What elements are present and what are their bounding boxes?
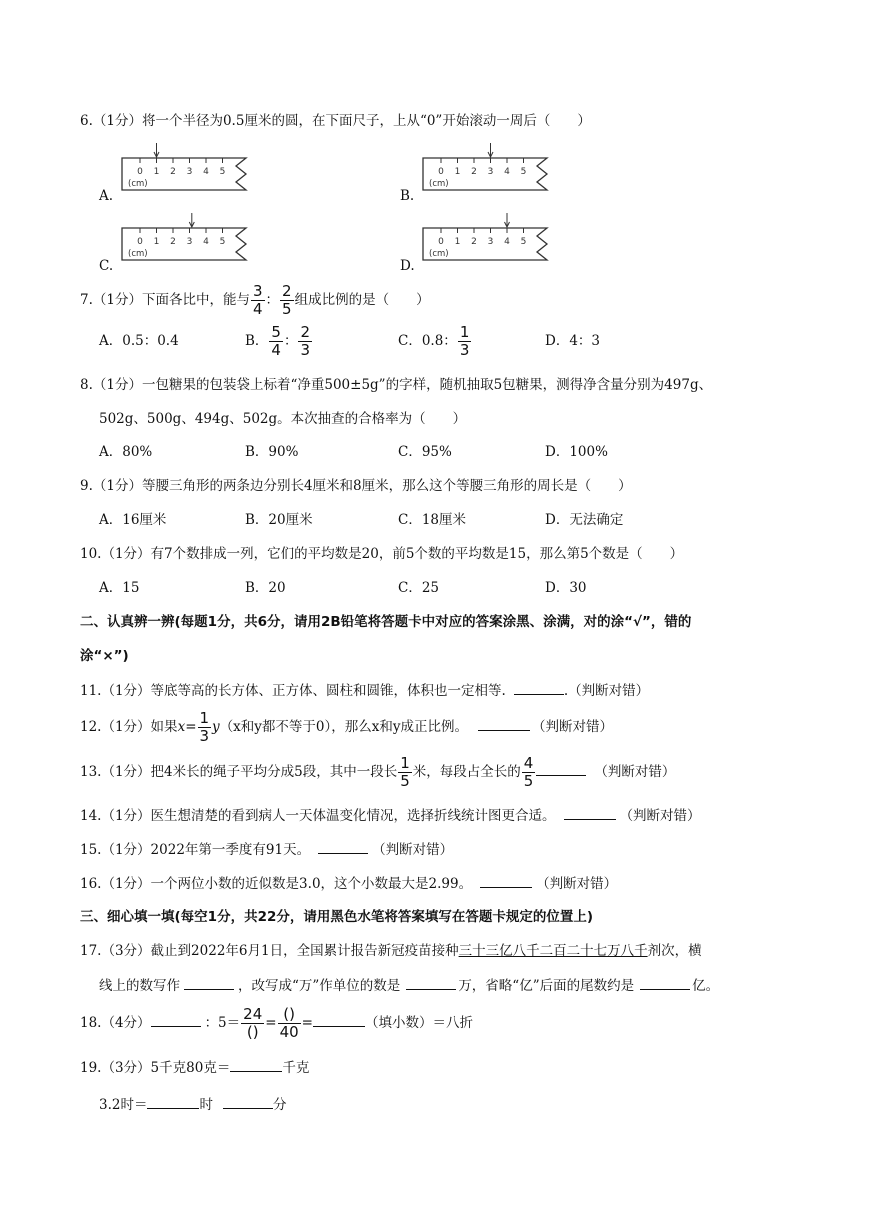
ruler-unit-label: (cm) (429, 179, 449, 189)
ruler-tick-label: 4 (203, 167, 209, 177)
ruler-arrow-marker (189, 213, 194, 227)
q7-optc-frac (458, 325, 472, 358)
ruler-tick-label: 5 (219, 237, 226, 247)
ruler-graphic (118, 212, 263, 266)
q13-frac2-num: 4 (523, 754, 534, 772)
q6-ruler-a (118, 142, 263, 196)
q13-answer-blank[interactable] (536, 761, 586, 776)
ruler-tick-label: 2 (170, 167, 176, 177)
q12-fraction (198, 711, 212, 744)
q7-frac1-num: 3 (252, 282, 263, 300)
q8-option-b: B．90% (245, 444, 299, 460)
q7-suffix: 组成比例的是（ ） (294, 292, 430, 308)
q6-option-b-label: B. (400, 188, 415, 204)
ruler-unit-label: (cm) (128, 179, 148, 189)
ruler-graphic (419, 142, 564, 196)
q6-option-c-label: C. (99, 258, 114, 274)
q12-frac-num: 1 (199, 709, 210, 727)
q7-option-b (245, 324, 313, 358)
q7-optb-frac-2 (298, 325, 312, 358)
q6-ruler-b (419, 142, 564, 196)
q7-optb-f2-den: 3 (300, 341, 311, 359)
q18-prefix: 18.（4分） (80, 1015, 151, 1031)
q9-option-b: B．20厘米 (245, 512, 313, 528)
q6-ruler-c (118, 212, 263, 266)
ruler-tick-label: 3 (186, 237, 193, 247)
ruler-graphic (419, 212, 564, 266)
q18-tail: （填小数）＝八折 (364, 1015, 473, 1031)
q14-text: 14.（1分）医生想清楚的看到病人一天体温变化情况，选择折线统计图更合适。 (80, 808, 556, 824)
ruler-tick-label: 1 (153, 237, 160, 247)
q10-option-c: C．25 (398, 580, 440, 596)
q18-blank-1[interactable] (151, 1012, 201, 1027)
q9-stem: 9.（1分）等腰三角形的两条边分别长4厘米和8厘米，那么这个等腰三角形的周长是（ ） (80, 478, 632, 494)
q16 (80, 873, 617, 894)
q13-mid: 米，每段占全长的 (412, 764, 521, 780)
q9-option-d: D．无法确定 (545, 512, 624, 528)
q16-text: 16.（1分）一个两位小数的近似数是3.0，这个小数最大是2.99。 (80, 876, 473, 892)
q17-prefix: 17.（3分）截止到2022年6月1日，全国累计报告新冠疫苗接种 (80, 943, 459, 959)
q7-optb-f1-den: 4 (271, 341, 281, 359)
ruler-tick-label: 3 (487, 167, 494, 177)
ruler-tick-label: 5 (520, 167, 527, 177)
q17-line2-d: 亿。 (692, 978, 720, 994)
q19-unit-kg: 千克 (282, 1060, 310, 1076)
q18-blank-2[interactable] (313, 1012, 365, 1027)
q12-mid: （x和y都不等于0），那么x和y成正比例。 (219, 719, 469, 735)
ruler-tick-label: 2 (170, 237, 176, 247)
section-3-heading: 三、细心填一填(每空1分，共22分，请用黑色水笔将答案填写在答题卡规定的位置上) (80, 909, 594, 925)
q13-fraction-1 (398, 756, 412, 789)
q6-option-a-label: A. (99, 188, 114, 204)
ruler-tick-label: 0 (438, 167, 444, 177)
q8-line-1: 8.（1分）一包糖果的包装袋上标着“净重500±5g”的字样，随机抽取5包糖果，测得净含量分别为497g、 (80, 377, 713, 393)
ruler-tick-label: 3 (487, 237, 494, 247)
q10-option-b: B．20 (245, 580, 286, 596)
q19-line-2 (99, 1094, 286, 1115)
q15-answer-blank[interactable] (318, 839, 368, 854)
q19-blank-3[interactable] (223, 1094, 273, 1109)
ruler-tick-label: 1 (454, 237, 461, 247)
ruler-unit-label: (cm) (429, 249, 449, 259)
q12-var-x: x (177, 719, 186, 735)
q18-ratio: ：5＝ (204, 1015, 241, 1031)
q12 (80, 709, 613, 745)
q17-line2-c: 万，省略“亿”后面的尾数约是 (458, 978, 635, 994)
q9-option-a: A．16厘米 (99, 512, 167, 528)
ruler-graphic (118, 142, 263, 196)
q10-stem: 10.（1分）有7个数排成一列，它们的平均数是20，前5个数的平均数是15，那么第5个数是（ ） (80, 546, 684, 562)
q11-text: 11.（1分）等底等高的长方体、正方体、圆柱和圆锥，体积也一定相等. (80, 683, 506, 699)
ruler-tick-label: 4 (504, 237, 510, 247)
q7-stem (80, 284, 430, 317)
q12-tail: （判断对错） (532, 719, 614, 735)
ruler-tick-label: 0 (137, 237, 143, 247)
q17-blank-1[interactable] (184, 975, 234, 990)
q7-option-d: D．4：3 (545, 333, 601, 349)
q14-tail: （判断对错） (619, 808, 701, 824)
ruler-tick-label: 2 (471, 167, 477, 177)
q19-unit-minute: 分 (272, 1097, 287, 1113)
ruler-arrow-marker (154, 143, 159, 157)
q7-option-c-label: C．0.8： (398, 333, 457, 349)
q16-tail: （判断对错） (536, 876, 618, 892)
q19-unit-hour: 时 (199, 1097, 213, 1113)
q17-line2-a: 线上的数写作 (99, 978, 180, 994)
q19-line2-prefix: 3.2时＝ (99, 1097, 148, 1113)
q8-option-c: C．95% (398, 444, 452, 460)
q17-line-1 (80, 941, 702, 961)
q14-answer-blank[interactable] (564, 805, 616, 820)
q11-tail: .（判断对错） (563, 683, 650, 699)
q12-frac-den: 3 (199, 727, 210, 745)
ruler-arrow-marker (488, 143, 493, 157)
q18-frac1-num: 24 (243, 1005, 263, 1023)
ruler-tick-label: 0 (438, 237, 444, 247)
ruler-tick-label: 4 (504, 167, 510, 177)
q15-text: 15.（1分）2022年第一季度有91天。 (80, 842, 311, 858)
q7-fraction-1 (251, 284, 265, 317)
q17-suffix: 剂次，横 (647, 943, 702, 959)
q7-optb-frac-1 (269, 325, 283, 358)
ruler-tick-label: 3 (186, 167, 193, 177)
ruler-tick-label: 1 (454, 167, 461, 177)
q10-option-d: D．30 (545, 580, 587, 596)
q18 (80, 1003, 473, 1043)
q13-fraction-2 (522, 756, 536, 789)
q17-blank-3[interactable] (640, 975, 690, 990)
section-2-heading-line-1: 二、认真辨一辨(每题1分，共6分，请用2B铅笔将答题卡中对应的答案涂黑、涂满，对的涂“√”，错的 (80, 614, 692, 630)
q7-option-b-label: B． (245, 333, 269, 349)
q7-optb-f2-num: 2 (300, 323, 311, 341)
ruler-arrow-marker (505, 213, 510, 227)
q15 (80, 839, 453, 860)
q11 (80, 680, 649, 701)
q19-blank-2[interactable] (147, 1094, 199, 1109)
ruler-tick-label: 5 (219, 167, 226, 177)
q17-blank-2[interactable] (406, 975, 456, 990)
q13-prefix: 13.（1分）把4米长的绳子平均分成5段，其中一段长 (80, 764, 398, 780)
q13-frac1-num: 1 (400, 754, 410, 772)
q13-frac1-den: 5 (400, 772, 410, 790)
q14 (80, 805, 701, 826)
q17-underlined-number: 三十三亿八千二百二十七万八千 (458, 943, 648, 959)
q19-line-1 (80, 1057, 309, 1078)
q18-frac2-den: 40 (279, 1023, 299, 1041)
q7-prefix: 7.（1分）下面各比中，能与 (80, 292, 250, 308)
q7-frac2-num: 2 (282, 282, 292, 300)
q18-fraction-2 (278, 1007, 301, 1040)
q12-answer-blank[interactable] (478, 716, 530, 731)
q8-option-d: D．100% (545, 444, 608, 460)
ruler-tick-label: 1 (153, 167, 160, 177)
ruler-tick-label: 5 (520, 237, 527, 247)
q12-prefix: 12.（1分）如果 (80, 719, 178, 735)
q7-fraction-2 (280, 284, 294, 317)
q18-frac2-num: () (278, 1007, 301, 1024)
q13-frac2-den: 5 (523, 772, 534, 790)
q18-frac1-den: () (246, 1023, 259, 1041)
q17-line2-b: ，改写成“万”作单位的数是 (238, 978, 401, 994)
q7-optc-den: 3 (459, 341, 470, 359)
q18-equals-2: = (301, 1015, 313, 1031)
q7-optb-colon: ： (283, 333, 298, 349)
section-2-heading-line-2: 涂“×”) (80, 648, 129, 664)
q16-answer-blank[interactable] (480, 873, 532, 888)
q19-prefix: 19.（3分）5千克80克＝ (80, 1060, 231, 1076)
q15-tail: （判断对错） (372, 842, 454, 858)
q18-equals-1: = (265, 1015, 277, 1031)
q11-answer-blank[interactable] (514, 680, 564, 695)
q7-option-a: A．0.5：0.4 (99, 333, 179, 349)
q6-option-d-label: D. (400, 258, 415, 274)
q7-colon: ： (265, 292, 280, 308)
ruler-tick-label: 0 (137, 167, 143, 177)
ruler-tick-label: 2 (471, 237, 477, 247)
q7-optc-num: 1 (459, 323, 470, 341)
q8-option-a: A．80% (99, 444, 153, 460)
q13-tail: （判断对错） (594, 764, 676, 780)
q7-frac1-den: 4 (252, 300, 263, 318)
q18-fraction-1 (241, 1007, 264, 1040)
q6-ruler-d (419, 212, 564, 266)
ruler-tick-label: 4 (203, 237, 209, 247)
q8-line-2: 502g、500g、494g、502g。本次抽查的合格率为（ ） (99, 411, 467, 427)
q9-option-c: C．18厘米 (398, 512, 467, 528)
q12-equals: = (185, 719, 197, 735)
q19-blank-1[interactable] (230, 1057, 282, 1072)
q10-option-a: A．15 (99, 580, 140, 596)
q7-option-c (398, 324, 472, 358)
ruler-unit-label: (cm) (128, 249, 148, 259)
q6-stem: 6.（1分）将一个半径为0.5厘米的圆，在下面尺子，上从“0”开始滚动一周后（ ） (80, 113, 591, 129)
q17-line-2 (99, 975, 719, 996)
q13 (80, 755, 675, 789)
q7-frac2-den: 5 (282, 300, 292, 318)
q7-optb-f1-num: 5 (271, 323, 281, 341)
q12-var-y: y (212, 719, 220, 735)
